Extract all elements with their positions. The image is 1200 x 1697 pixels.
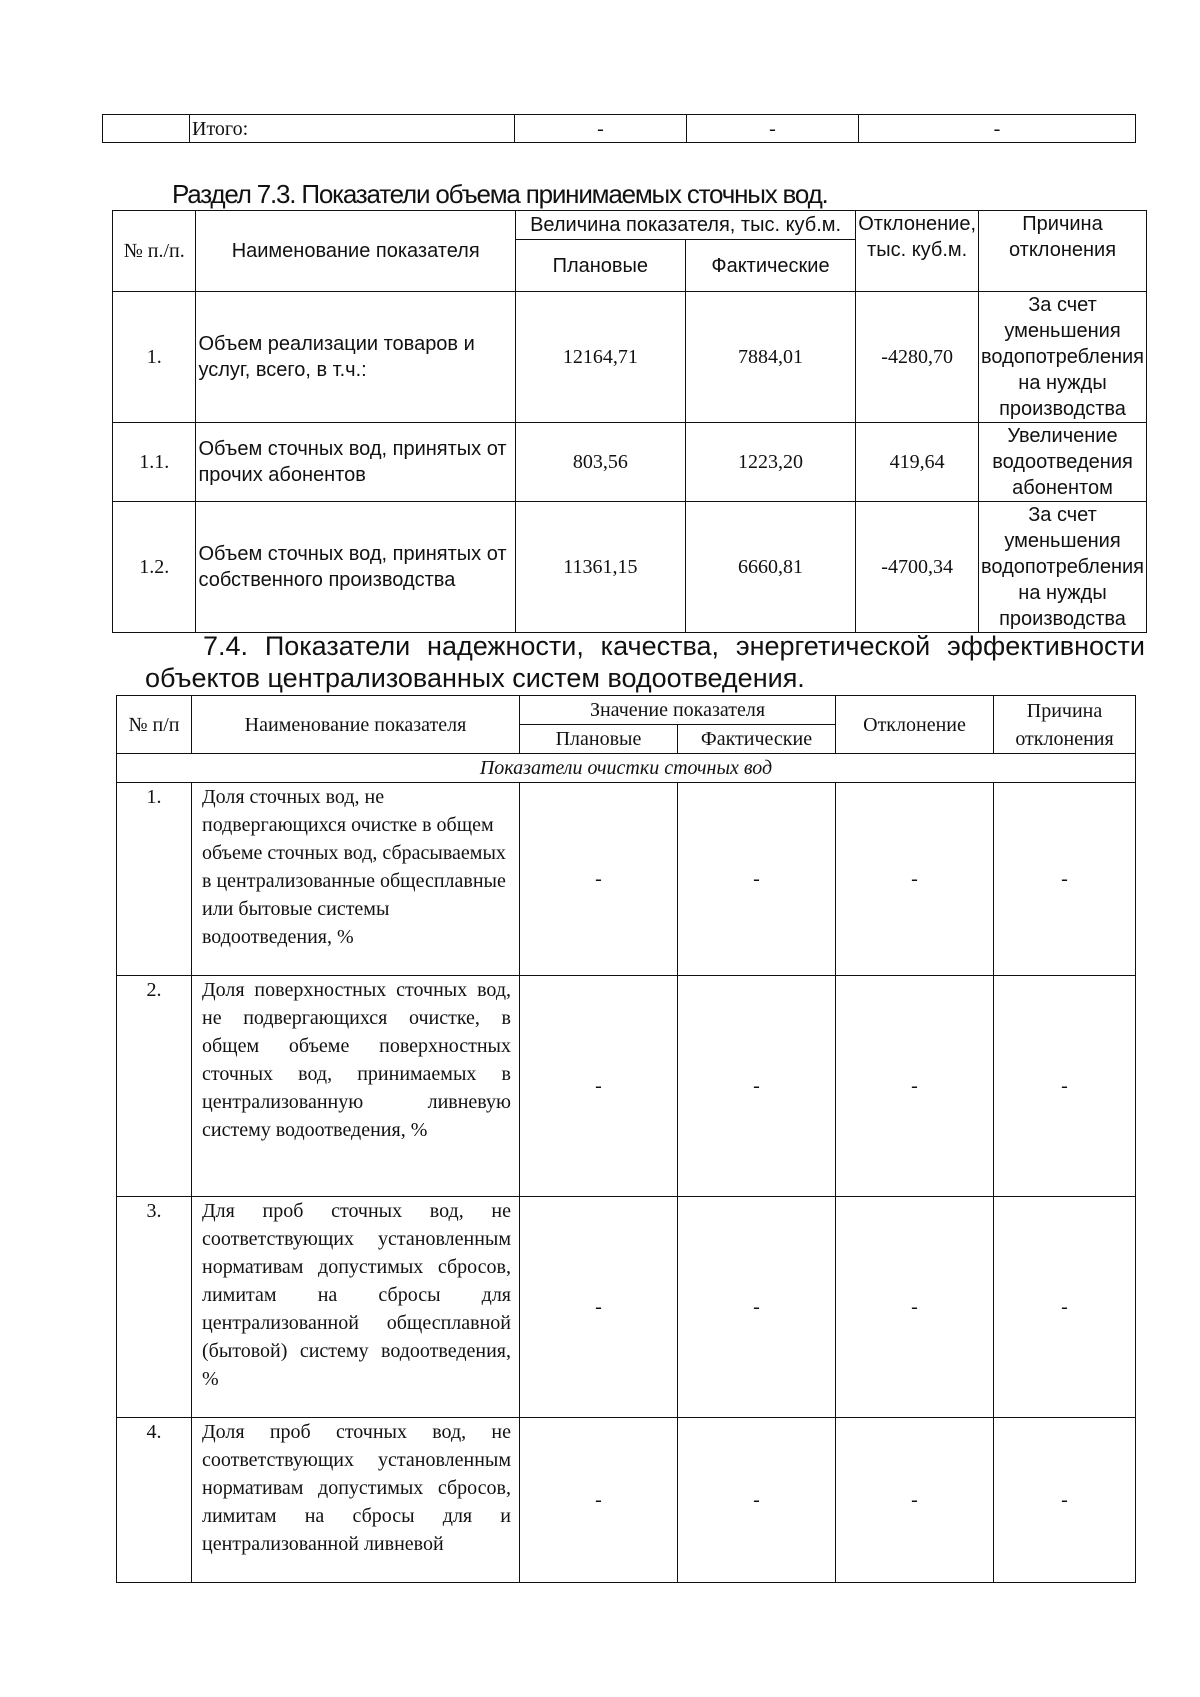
- header-num: № п/п: [117, 696, 192, 754]
- row-reason: За счет уменьшения водопотребления на нужды производства: [979, 292, 1147, 423]
- total-value-fact: -: [687, 115, 859, 143]
- total-table: [102, 114, 1136, 143]
- table-row: [113, 502, 1147, 633]
- header-deviation: Отклонение: [836, 696, 994, 754]
- row-deviation: -4700,34: [856, 502, 979, 633]
- row-deviation: -: [836, 1197, 994, 1418]
- section-7-3-title: Раздел 7.3. Показатели объема принимаемых сточных вод.: [172, 179, 828, 209]
- total-value-deviation: -: [859, 115, 1136, 143]
- row-name: Объем реализации товаров и услуг, всего, в т.ч.:: [196, 292, 515, 423]
- row-fact: 1223,20: [685, 423, 856, 502]
- header-fact: Фактические: [685, 240, 856, 292]
- header-name: Наименование показателя: [196, 211, 515, 292]
- header-row: [113, 211, 1147, 240]
- table-row: [117, 783, 1136, 976]
- row-deviation: -: [836, 783, 994, 976]
- table-row: [103, 115, 1136, 143]
- row-plan: 11361,15: [515, 502, 685, 633]
- row-name: Объем сточных вод, принятых от прочих абонентов: [196, 423, 515, 502]
- row-num: 2.: [117, 976, 192, 1197]
- section-7-4-title: 7.4. Показатели надежности, качества, энергетической эффективности объектов централизованных систем водоотведения.: [145, 631, 1145, 693]
- header-fact: Фактические: [678, 725, 836, 754]
- header-plan: Плановые: [515, 240, 685, 292]
- row-plan: 803,56: [515, 423, 685, 502]
- row-reason: -: [994, 976, 1136, 1197]
- row-fact: -: [678, 1197, 836, 1418]
- row-fact: -: [678, 783, 836, 976]
- row-num: 1.1.: [113, 423, 196, 502]
- row-fact: -: [678, 1418, 836, 1583]
- row-num: 3.: [117, 1197, 192, 1418]
- subheader-row: [117, 754, 1136, 783]
- section-7-3-table: [112, 210, 1147, 633]
- row-reason: -: [994, 783, 1136, 976]
- header-plan: Плановые: [520, 725, 678, 754]
- table-row: [117, 1418, 1136, 1583]
- row-deviation: -: [836, 1418, 994, 1583]
- row-fact: 7884,01: [685, 292, 856, 423]
- row-num: 1.2.: [113, 502, 196, 633]
- header-row: [117, 696, 1136, 725]
- header-num: № п./п.: [113, 211, 196, 292]
- header-group: Значение показателя: [520, 696, 836, 725]
- table-row: [117, 1197, 1136, 1418]
- row-name: Объем сточных вод, принятых от собственного производства: [196, 502, 515, 633]
- row-plan: -: [520, 976, 678, 1197]
- row-deviation: -: [836, 976, 994, 1197]
- header-reason: Причина отклонения: [979, 211, 1147, 292]
- row-deviation: 419,64: [856, 423, 979, 502]
- row-num: 1.: [113, 292, 196, 423]
- row-reason: -: [994, 1418, 1136, 1583]
- row-name: Доля сточных вод, не подвергающихся очистке в общем объеме сточных вод, сбрасываемых в централизованные общесплавные или бытовые системы водоотведения, %: [192, 783, 520, 976]
- row-fact: 6660,81: [685, 502, 856, 633]
- section-7-4-table: [116, 695, 1136, 1583]
- table-row: [113, 423, 1147, 502]
- header-group: Величина показателя, тыс. куб.м.: [515, 211, 855, 240]
- header-reason: Причина отклонения: [994, 696, 1136, 754]
- row-plan: -: [520, 783, 678, 976]
- total-value-plan: -: [515, 115, 687, 143]
- total-empty-cell: [103, 115, 190, 143]
- row-fact: -: [678, 976, 836, 1197]
- row-reason: За счет уменьшения водопотребления на нужды производства: [979, 502, 1147, 633]
- row-deviation: -4280,70: [856, 292, 979, 423]
- row-plan: 12164,71: [515, 292, 685, 423]
- table-row: [113, 292, 1147, 423]
- total-label: Итого:: [190, 115, 515, 143]
- row-reason: Увеличение водоотведения абонентом: [979, 423, 1147, 502]
- row-name: Доля проб сточных вод, не соответствующих установленным нормативам допустимых сбросов, лимитам на сбросы для и централизованной ливневой: [192, 1418, 520, 1583]
- row-name: Для проб сточных вод, не соответствующих установленным нормативам допустимых сбросов, лимитам на сбросы для централизованной общесплавной (бытовой) систему водоотведения, %: [192, 1197, 520, 1418]
- row-num: 1.: [117, 783, 192, 976]
- header-deviation: Отклонение, тыс. куб.м.: [856, 211, 979, 292]
- row-num: 4.: [117, 1418, 192, 1583]
- table-row: [117, 976, 1136, 1197]
- header-name: Наименование показателя: [192, 696, 520, 754]
- row-name: Доля поверхностных сточных вод, не подвергающихся очистке, в общем объеме поверхностных сточных вод, принимаемых в централизованную ливневую систему водоотведения, %: [192, 976, 520, 1197]
- subheader: Показатели очистки сточных вод: [117, 754, 1136, 783]
- row-reason: -: [994, 1197, 1136, 1418]
- row-plan: -: [520, 1197, 678, 1418]
- row-plan: -: [520, 1418, 678, 1583]
